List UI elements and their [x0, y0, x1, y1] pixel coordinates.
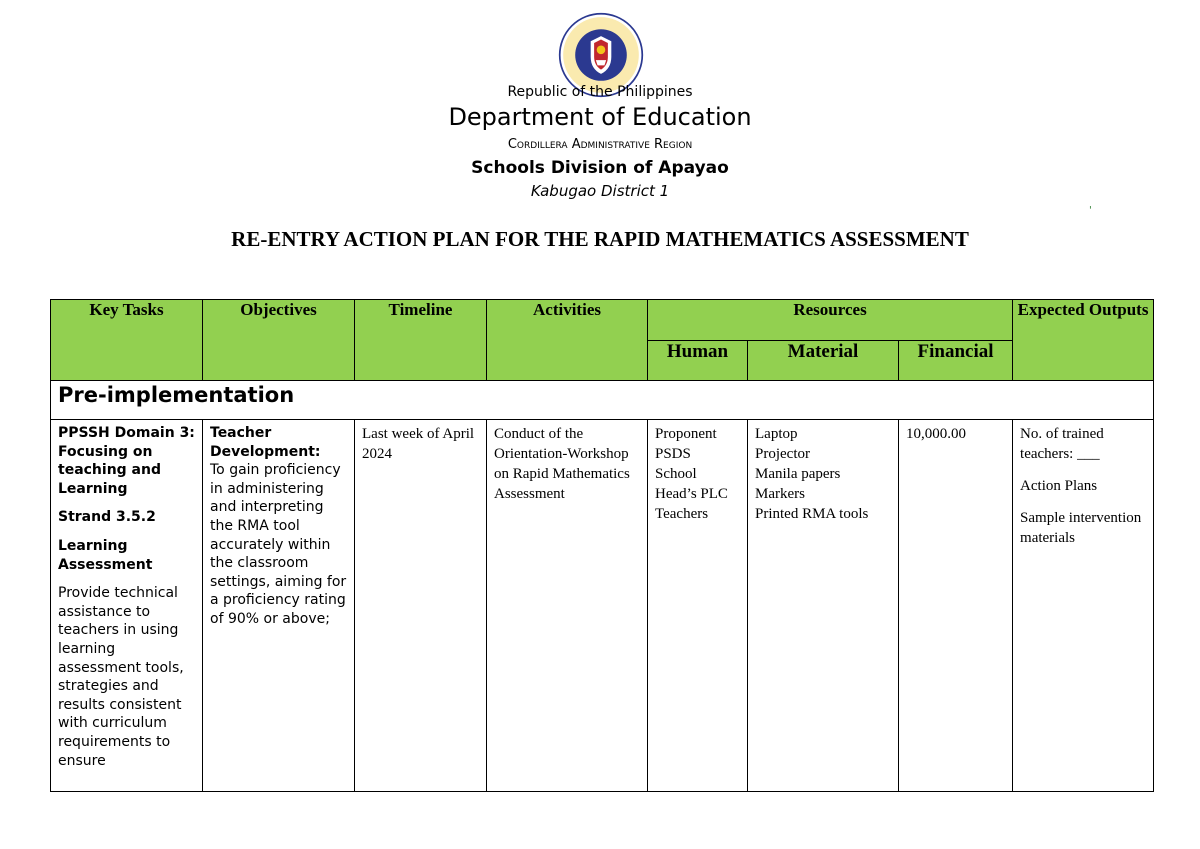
- financial-resources-cell: 10,000.00: [899, 420, 1013, 792]
- action-plan-table: [50, 299, 1154, 792]
- document-title: RE-ENTRY ACTION PLAN FOR THE RAPID MATHEMATICS ASSESSMENT: [231, 227, 969, 251]
- col-header-human: Human: [648, 341, 748, 381]
- human-resource-item: Teachers: [655, 506, 709, 522]
- expected-output-item: Action Plans: [1020, 478, 1098, 494]
- human-resource-item: Proponent: [655, 426, 717, 442]
- col-header-objectives: Objectives: [203, 300, 355, 381]
- human-resources-cell: [648, 420, 748, 792]
- division-name: Schools Division of Apayao: [471, 158, 729, 178]
- objective-description: To gain proficiency in administering and interpreting the RMA tool accurately within the classroom settings, aiming for a proficiency rating of 90% or above;: [210, 462, 347, 627]
- material-resources-cell: [748, 420, 899, 792]
- key-task-strand: Strand 3.5.2: [58, 509, 156, 526]
- col-header-resources: Resources: [648, 300, 1013, 341]
- district-name: Kabugao District 1: [530, 182, 670, 200]
- col-header-expected-outputs: Expected Outputs: [1013, 300, 1154, 381]
- key-task-area: Learning Assessment: [58, 537, 153, 573]
- material-resource-item: Laptop: [755, 426, 798, 442]
- col-header-activities: Activities: [487, 300, 648, 381]
- objective-title: Teacher Development:: [210, 425, 321, 460]
- human-resource-item: School Head’s PLC: [655, 466, 728, 502]
- col-header-material: Material: [748, 341, 899, 381]
- department-name: Department of Education: [448, 103, 752, 131]
- timeline-cell: Last week of April 2024: [355, 420, 487, 792]
- region-name: Cordillera Administrative Region: [507, 137, 693, 152]
- key-task-domain: PPSSH Domain 3: Focusing on teaching and Learning: [58, 425, 195, 497]
- material-resource-item: Projector: [755, 446, 810, 462]
- objective-cell: [203, 420, 355, 792]
- material-resource-item: Markers: [755, 486, 805, 502]
- human-resource-item: PSDS: [655, 446, 691, 462]
- key-task-description: Provide technical assistance to teachers in using learning assessment tools, strategies and results consistent with curriculum requirements to ensure: [58, 585, 184, 769]
- key-task-cell: [51, 420, 203, 792]
- col-header-key-tasks: Key Tasks: [51, 300, 203, 381]
- phase-row-label: Pre-implementation: [51, 381, 1154, 420]
- table-row: [51, 420, 1154, 792]
- material-resource-item: Printed RMA tools: [755, 506, 869, 522]
- col-header-financial: Financial: [899, 341, 1013, 381]
- expected-output-item: Sample intervention materials: [1020, 510, 1142, 546]
- republic-line: Republic of the Philippines: [507, 84, 693, 100]
- expected-output-item: No. of trained teachers: ___: [1020, 426, 1104, 462]
- activities-cell: Conduct of the Orientation-Workshop on Rapid Mathematics Assessment: [487, 420, 648, 792]
- expected-outputs-cell: [1013, 420, 1154, 792]
- stray-mark: ': [1089, 205, 1092, 216]
- col-header-timeline: Timeline: [355, 300, 487, 381]
- material-resource-item: Manila papers: [755, 466, 841, 482]
